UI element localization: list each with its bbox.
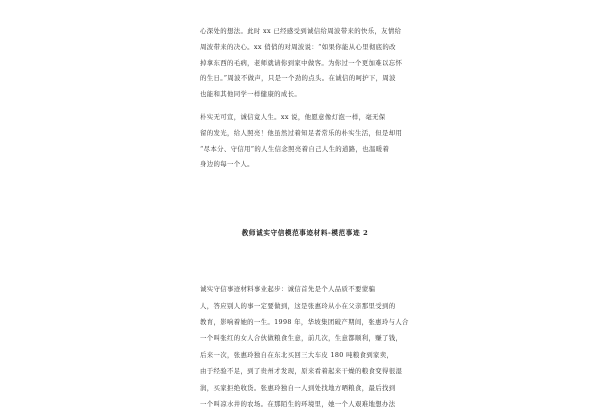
text-line: 由于经验不足，到了贵州才发现，原来看着起来干燥的粮食变得很湿 [200, 367, 403, 376]
text-line: 身边的每一个人。 [200, 160, 254, 169]
text-line: 润，买家拒绝收货。张惠玲独自一人到处找地方晒粮食，最后找到 [200, 383, 396, 392]
text-line: 后来一次，张惠玲独自在东北买回三大车皮 180 吨粮食到家卖， [200, 350, 394, 359]
text-line: 周波带来的决心。xx 俏俏的对周波说：“如果你能从心里彻底的改 [200, 42, 396, 51]
text-line: 留的发光，给人照亮！他虽然过着知足者常乐的朴实生活，但是却用 [200, 128, 403, 137]
text-line: 朴实无可宣，诚信竟人生。xx 说，他愿意像灯泡一样，毫无保 [200, 112, 386, 121]
text-line: 人，答应别人的事一定要做到，这是张惠玲从小在父亲那里受到的 [200, 301, 396, 310]
text-line: 诚实守信事迹材料事业起步：诚信首先是个人品质不要蒙骗 [200, 285, 376, 294]
text-line: 的生日。”周波不做声，只是一个劲的点头。在诚信的呵护下，周波 [200, 74, 396, 83]
text-line: 一个叫凉水井的农场。在那陌生的环境里，她一个人艰难地想办法 [200, 400, 396, 409]
paragraph-2 [200, 110, 410, 173]
text-line: 心深处的想法。此时 xx 已经感受到诚信给周波带来的快乐，友情给 [200, 27, 402, 35]
text-column [200, 24, 410, 412]
paragraph-3 [200, 281, 410, 412]
text-line: 教育，影响着她的一生。1998 年，华坡集团破产期间，张惠玲与人合 [200, 317, 409, 326]
paragraph-1 [200, 24, 410, 103]
text-line: 一个叫张红的女人合伙做粮食生意，前几次，生意都顺利，赚了钱， [200, 334, 403, 343]
text-line: 也能和其他同学一样健康的成长。 [200, 90, 302, 99]
text-line: “尽本分、守信用”的人生信念照亮着自己人生的道路，也温暖着 [200, 144, 390, 153]
section-heading: 教师诚实守信模范事迹材料-模范事迹 2 [241, 229, 369, 238]
text-line: 掉拿东西的毛病，老师就请你到家中做客。为你过一个更加难以忘怀 [200, 58, 403, 67]
